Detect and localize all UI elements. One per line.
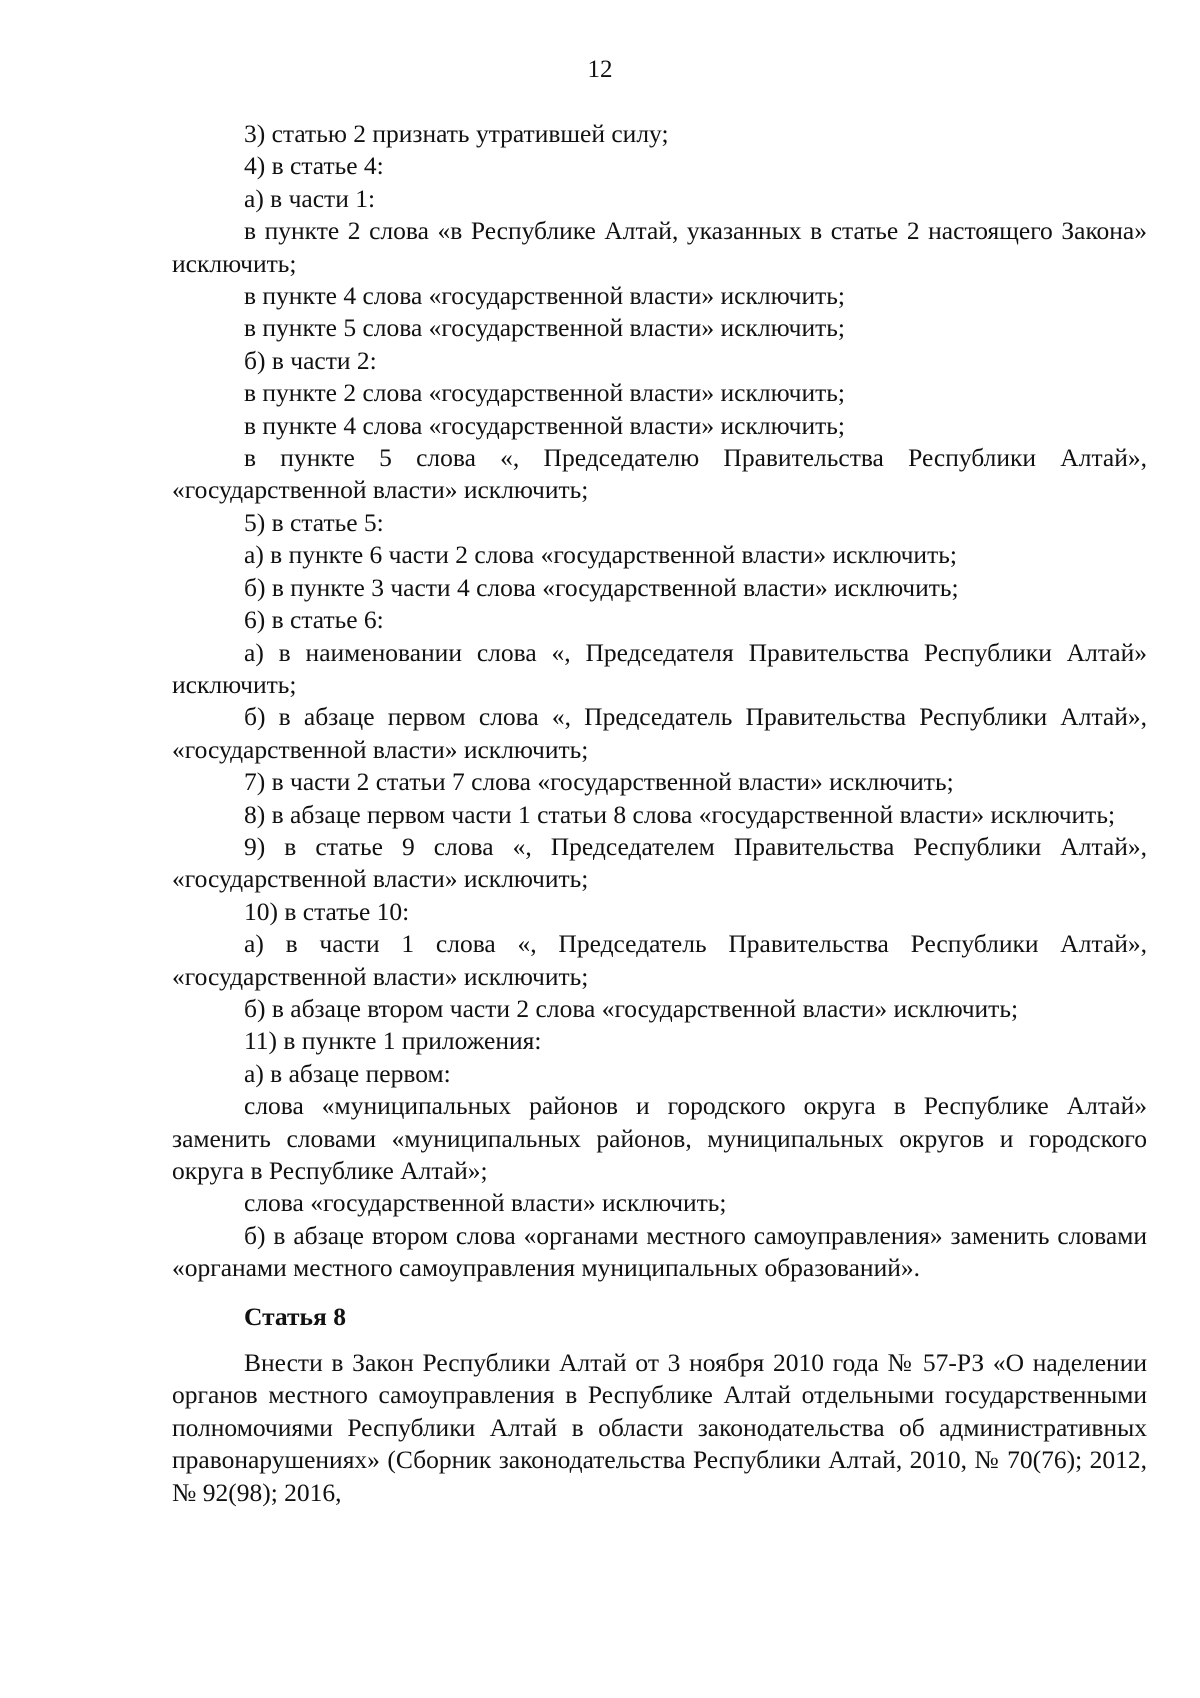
paragraph: а) в пункте 6 части 2 слова «государственной власти» исключить; <box>244 540 957 570</box>
paragraph: 8) в абзаце первом части 1 статьи 8 слова «государственной власти» исключить; <box>244 799 1116 829</box>
paragraph: б) в абзаце первом слова «, Председатель Правительства Республики Алтай», «государственной власти» исключить; <box>172 702 1147 764</box>
paragraph: в пункте 2 слова «государственной власти» исключить; <box>244 378 845 408</box>
paragraph: 9) в статье 9 слова «, Председателем Правительства Республики Алтай», «государственной власти» исключить; <box>172 831 1147 894</box>
page-number: 12 <box>587 56 613 83</box>
paragraph: 7) в части 2 статьи 7 слова «государственной власти» исключить; <box>244 767 954 797</box>
paragraph: слова «государственной власти» исключить; <box>244 1188 727 1218</box>
paragraph: а) в части 1 слова «, Председатель Правительства Республики Алтай», «государственной власти» исключить; <box>172 929 1147 991</box>
paragraph: слова «муниципальных районов и городского округа в Республике Алтай» заменить словами «муниципальных районов, муниципальных округов и городского округа в Республике Алтай»; <box>172 1091 1147 1185</box>
paragraph: в пункте 5 слова «, Председателю Правительства Республики Алтай», «государственной власти» исключить; <box>172 443 1147 505</box>
paragraph: 10) в статье 10: <box>244 896 410 926</box>
paragraph: б) в пункте 3 части 4 слова «государственной власти» исключить; <box>244 572 959 602</box>
paragraph: в пункте 4 слова «государственной власти» исключить; <box>244 281 845 311</box>
paragraph: б) в абзаце втором слова «органами местного самоуправления» заменить словами «органами местного самоуправления муниципальных образований». <box>172 1220 1147 1283</box>
paragraph: в пункте 5 слова «государственной власти» исключить; <box>244 313 845 343</box>
paragraph: 4) в статье 4: <box>244 151 384 181</box>
paragraph: в пункте 4 слова «государственной власти» исключить; <box>244 410 845 440</box>
paragraph: а) в наименовании слова «, Председателя Правительства Республики Алтай» исключить; <box>172 637 1147 699</box>
paragraph: б) в части 2: <box>244 345 377 375</box>
paragraph: 3) статью 2 признать утратившей силу; <box>244 119 669 148</box>
paragraph: а) в абзаце первом: <box>244 1058 451 1088</box>
article-text: Внести в Закон Республики Алтай от 3 ноября 2010 года № 57-РЗ «О наделении органов местного самоуправления в Республике Алтай отдельными государственными полномочиями Республики Алтай в области законодательства об административных правонарушениях» (Сборник законодательства Республики Алтай, 2010, № 70(76); 2012, № 92(98); 2016, <box>172 1348 1147 1507</box>
paragraph: б) в абзаце втором части 2 слова «государственной власти» исключить; <box>244 993 1019 1023</box>
paragraph: 11) в пункте 1 приложения: <box>244 1026 542 1056</box>
paragraph: в пункте 2 слова «в Республике Алтай, указанных в статье 2 настоящего Закона» исключить; <box>172 216 1147 278</box>
paragraph: 6) в статье 6: <box>244 605 384 635</box>
paragraph: 5) в статье 5: <box>244 507 384 537</box>
document-body <box>172 118 1147 1509</box>
article-heading: Статья 8 <box>244 1301 346 1331</box>
paragraph: а) в части 1: <box>244 183 376 213</box>
